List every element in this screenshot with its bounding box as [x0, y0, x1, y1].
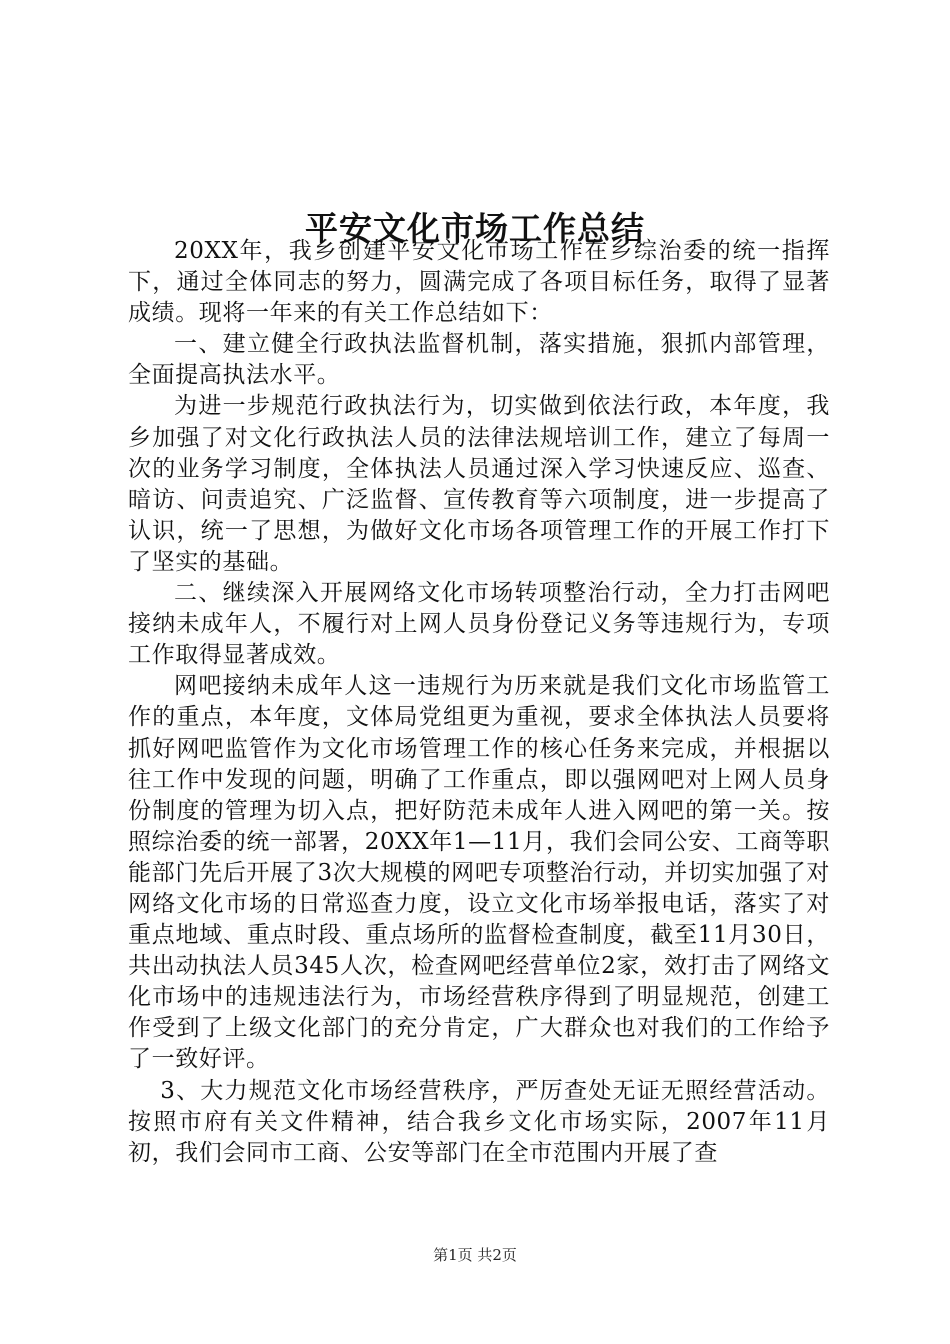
paragraph-section-2-heading: 二、继续深入开展网络文化市场转项整治行动，全力打击网吧接纳未成年人，不履行对上网人员身份登记义务等违规行为，专项工作取得显著成效。 — [128, 580, 830, 669]
paragraph-section-3: 3、大力规范文化市场经营秩序，严厉查处无证无照经营活动。按照市府有关文件精神，结合我乡文化市场实际，2007年11月初，我们会同市工商、公安等部门在全市范围内开展了查 — [128, 1077, 830, 1166]
document-body — [128, 236, 830, 1169]
page-number-footer: 第1页 共2页 — [433, 1246, 517, 1264]
paragraph-section-2-body: 网吧接纳未成年人这一违规行为历来就是我们文化市场监管工作的重点，本年度，文体局党组更为重视，要求全体执法人员要将抓好网吧监管作为文化市场管理工作的核心任务来完成，并根据以往工作中发现的问题，明确了工作重点，即以强网吧对上网人员身份制度的管理为切入点，把好防范未成年人进入网吧的第一关。按照综治委的统一部署，20XX年1—11月，我们会同公安、工商等职能部门先后开展了3次大规模的网吧专项整治行动，并切实加强了对网络文化市场的日常巡查力度，设立文化市场举报电话，落实了对重点地域、重点时段、重点场所的监督检查制度，截至11月30日，共出动执法人员345人次，检查网吧经营单位2家，效打击了网络文化市场中的违规违法行为，市场经营秩序得到了明显规范，创建工作受到了上级文化部门的充分肯定，广大群众也对我们的工作给予了一致好评。 — [128, 673, 830, 1073]
document-title: 平安文化市场工作总结 — [305, 209, 645, 249]
paragraph-section-1-body: 为进一步规范行政执法行为，切实做到依法行政，本年度，我乡加强了对文化行政执法人员的法律法规培训工作，建立了每周一次的业务学习制度，全体执法人员通过深入学习快速反应、巡查、暗访、问责追究、广泛监督、宣传教育等六项制度，进一步提高了认识，统一了思想，为做好文化市场各项管理工作的开展工作打下了坚实的基础。 — [128, 393, 830, 575]
paragraph-section-1-heading: 一、建立健全行政执法监督机制，落实措施，狠抓内部管理，全面提高执法水平。 — [128, 331, 830, 389]
paragraph-intro: 20XX年，我乡创建平安文化市场工作在乡综治委的统一指挥下，通过全体同志的努力，圆满完成了各项目标任务，取得了显著成绩。现将一年来的有关工作总结如下： — [128, 238, 830, 327]
